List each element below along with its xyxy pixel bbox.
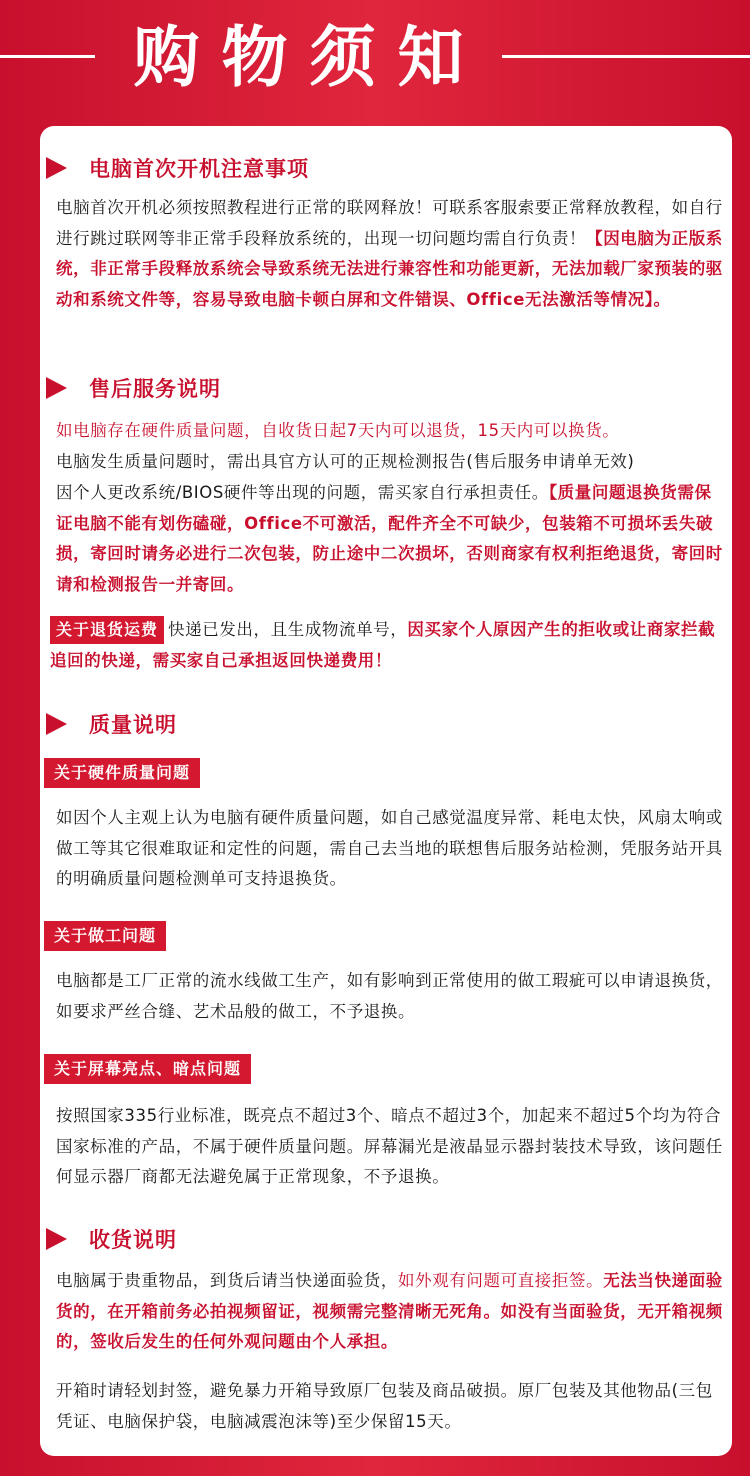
after-sales-conditions-warning: 【质量问题退换货需保证电脑不能有划伤磕碰，Office不可激活，配件齐全不可缺少，包装箱不可损坏丢失破损，寄回时请务必进行二次包装，防止途中二次损坏，否则商家有权利拒绝退货，寄回时请和检测报告一并寄回。 <box>56 483 723 594</box>
section-heading-receipt <box>46 1221 177 1257</box>
after-sales-report: 电脑发生质量问题时，需出具官方认可的正规检测报告(售后服务申请单无效) <box>56 452 635 471</box>
section-heading-quality <box>46 706 177 742</box>
unboxing-paragraph: 开箱时请轻划封签，避免暴力开箱导致原厂包装及商品破损。原厂包装及其他物品(三包凭证、电脑保护袋，电脑减震泡沫等)至少保留15天。 <box>56 1381 713 1431</box>
return-shipping-warning: 因买家个人原因产生的拒收或让商家拦截追回的快递，需买家自己承担返回快递费用！ <box>50 620 716 670</box>
receipt-text: 电脑属于贵重物品，到货后请当快递面验货， <box>56 1271 398 1290</box>
hardware-quality-tag: 关于硬件质量问题 <box>44 758 200 788</box>
screen-text: 按照国家335行业标准，既亮点不超过3个、暗点不超过3个，加起来不超过5个均为符合国家标准的产品，不属于硬件质量问题。屏幕漏光是液晶显示器封装技术导致，该问题任何显示器厂商都无法避免属于正常现象，不予退换。 <box>56 1106 723 1186</box>
header-line-left <box>0 55 95 58</box>
receipt-reject: 如外观有问题可直接拒签。 <box>398 1271 604 1290</box>
triangle-bullet-icon <box>46 713 67 735</box>
after-sales-conditions-text: 因个人更改系统/BIOS硬件等出现的问题，需买家自行承担责任。 <box>56 483 549 502</box>
header-line-right <box>502 55 750 58</box>
boot-paragraph <box>56 193 726 315</box>
after-sales-conditions <box>56 478 726 600</box>
section-title: 售后服务说明 <box>89 377 221 401</box>
section-title: 质量说明 <box>89 713 177 737</box>
screen-tag: 关于屏幕亮点、暗点问题 <box>44 1054 251 1084</box>
triangle-bullet-icon <box>46 377 67 399</box>
content-card <box>40 126 732 1456</box>
return-shipping-paragraph <box>50 615 720 676</box>
workmanship-tag: 关于做工问题 <box>44 921 166 951</box>
triangle-bullet-icon <box>46 1228 67 1250</box>
section-heading-after-sales <box>46 370 221 406</box>
triangle-bullet-icon <box>46 157 67 179</box>
receipt-warning: 无法当快递面验货的，在开箱前务必拍视频留证，视频需完整清晰无死角。如没有当面验货，无开箱视频的，签收后发生的任何外观问题由个人承担。 <box>56 1271 723 1351</box>
workmanship-text: 电脑都是工厂正常的流水线做工生产，如有影响到正常使用的做工瑕疵可以申请退换货，如要求严丝合缝、艺术品般的做工，不予退换。 <box>56 971 723 1021</box>
page-title: 购物须知 <box>133 19 486 96</box>
return-shipping-text: 快递已发出，且生成物流单号， <box>168 620 408 639</box>
section-heading-boot <box>46 150 309 186</box>
header <box>0 0 750 118</box>
section-title: 收货说明 <box>89 1228 177 1252</box>
receipt-paragraph <box>56 1266 726 1358</box>
hardware-quality-text: 如因个人主观上认为电脑有硬件质量问题，如自己感觉温度异常、耗电太快，风扇太响或做工等其它很难取证和定性的问题，需自己去当地的联想售后服务站检测，凭服务站开具的明确质量问题检测单可支持退换货。 <box>56 808 723 888</box>
section-title: 电脑首次开机注意事项 <box>89 157 309 181</box>
after-sales-policy: 如电脑存在硬件质量问题，自收货日起7天内可以退货，15天内可以换货。 <box>56 421 620 440</box>
return-shipping-tag: 关于退货运费 <box>50 616 164 644</box>
boot-warning: 【因电脑为正版系统，非正常手段释放系统会导致系统无法进行兼容性和功能更新，无法加载厂家预装的驱动和系统文件等，容易导致电脑卡顿白屏和文件错误、Office无法激活等情况】。 <box>56 228 723 309</box>
boot-text: 电脑首次开机必须按照教程进行正常的联网释放！可联系客服索要正常释放教程，如自行进行跳过联网等非正常手段释放系统的，出现一切问题均需自行负责！ <box>56 198 723 248</box>
